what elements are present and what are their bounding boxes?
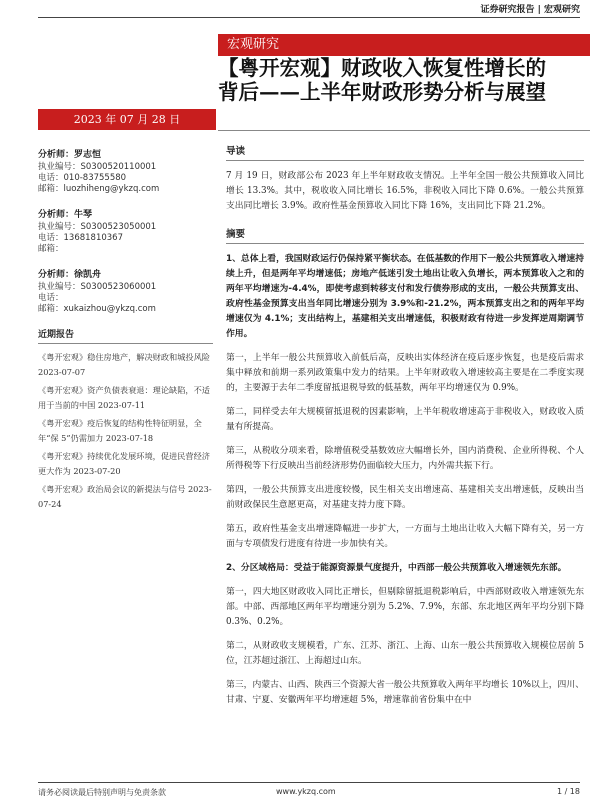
analyst-email[interactable]: 邮箱：xukaizhou@ykzq.com [38, 304, 156, 314]
recent-report-link[interactable]: 《粤开宏观》疫后恢复的结构性特征明显，全年“保 5”仍需加力 2023-07-18 [38, 418, 202, 443]
title-divider [218, 130, 590, 131]
summary-paragraph: 第二，从财政收支规模看，广东、江苏、浙江、上海、山东一般公共预算收入规模位居前 5 位，江苏超过浙江、上海超过山东。 [226, 641, 584, 666]
recent-report-link[interactable]: 《粤开宏观》资产负债表衰退：理论缺陷，不适用于当前的中国 2023-07-11 [38, 385, 210, 410]
lead-heading: 导读 [226, 143, 584, 161]
analyst-phone: 电话： [38, 293, 64, 303]
analyst-card [38, 147, 213, 195]
recent-report-link[interactable]: 《粤开宏观》持续优化发展环境，促进民营经济更大作为 2023-07-20 [38, 451, 210, 476]
footer-disclaimer: 请务必阅读最后特别声明与免责条款 [38, 788, 166, 797]
lead-paragraph: 7 月 19 日，财政部公布 2023 年上半年财政收支情况。上半年全国一般公共预算收入同比增长 13.3%。其中，税收收入同比增长 16.5%，非税收入同比下降 0.6%。一般公共预算支出同比增长 3.9%。政府性基金预算收入同比下降 16%，支出同比下降 21.2%。 [226, 171, 584, 211]
footer-website-link[interactable]: www.ykzq.com [276, 787, 336, 796]
page-footer [38, 782, 580, 799]
footer-page-number: 1 / 18 [556, 787, 580, 796]
report-title-line-1: 【粤开宏观】财政收入恢复性增长的 [218, 56, 546, 80]
summary-paragraph: 第一，四大地区财政收入同比正增长，但剔除留抵退税影响后，中西部财政收入增速领先东部。中部、西部地区两年平均增速分别为 5.2%、7.9%，东部、东北地区两年平均分别下降 0.3%、0.2%。 [226, 587, 584, 627]
summary-key-point: 2、分区域格局：受益于能源资源景气度提升，中西部一般公共预算收入增速领先东部。 [226, 563, 567, 573]
report-title [218, 56, 593, 104]
report-title-line-2: 背后——上半年财政形势分析与展望 [218, 80, 546, 104]
summary-paragraph: 第三，从税收分项来看，除增值税受基数效应大幅增长外，国内消费税、企业所得税、个人所得税等下行反映出当前经济形势仍面临较大压力，内外需共振下行。 [226, 446, 584, 471]
summary-heading: 摘要 [226, 226, 584, 244]
header-report-type: 证券研究报告 | 宏观研究 [480, 5, 580, 15]
summary-paragraph: 第一，上半年一般公共预算收入前低后高，反映出实体经济在疫后逐步恢复，也是疫后需求集中释放和前期一系列政策集中发力的结果。上半年财政收入增速较高主要是在二季度实现的，主要源于去年二季度留抵退税导致的低基数，两年平均增速仅为 0.9%。 [226, 353, 584, 393]
summary-paragraph: 第二，同样受去年大规模留抵退税的因素影响，上半年税收增速高于非税收入，财政收入质量有所提高。 [226, 407, 584, 432]
analyst-license: 执业编号：S0300523060001 [38, 282, 157, 292]
left-column [38, 147, 213, 515]
analyst-email: 邮箱： [38, 244, 64, 254]
analyst-name: 分析师：罗志恒 [38, 150, 102, 160]
main-column [226, 143, 584, 717]
summary-paragraph: 第四，一般公共预算支出进度较慢，民生相关支出增速高、基建相关支出增速低，反映出当前财政保民生意愿更高，对基建支持力度下降。 [226, 485, 584, 510]
summary-paragraph: 第五，政府性基金支出增速降幅进一步扩大，一方面与土地出让收入大幅下降有关，另一方面与专项债发行进度有待进一步加快有关。 [226, 524, 584, 549]
recent-report-link[interactable]: 《粤开宏观》稳住房地产，解决财政和城投风险 2023-07-07 [38, 352, 210, 377]
summary-paragraph: 第三，内蒙古、山西、陕西三个资源大省一般公共预算收入两年平均增长 10%以上，四川、甘肃、宁夏、安徽两年平均增速超 5%，增速靠前省份集中在中 [226, 680, 584, 705]
analyst-phone: 电话：010-83755580 [38, 173, 127, 183]
summary-key-point: 1、总体上看，我国财政运行仍保持紧平衡状态。在低基数的作用下一般公共预算收入增速持续上升，但是两年平均增速低；房地产低迷引发土地出让收入负增长，两本预算收入之和的两年平均增速为-4.4%，即使考虑到转移支付和发行债券形成的支出，一般公共预算支出、政府性基金预算支出当年同比增速分别为 3.9%和-21.2%，两本预算支出之和的两年平均增速仅为 4.1%；支出结构上，基建相关支出增速低，积极财政有待进一步发挥逆周期调节作用。 [226, 254, 584, 339]
analyst-name: 分析师：徐凯舟 [38, 270, 102, 280]
analyst-phone: 电话：13681810367 [38, 233, 123, 243]
report-date: 2023 年 07 月 28 日 [38, 109, 216, 130]
analyst-card [38, 207, 213, 255]
recent-report-link[interactable]: 《粤开宏观》政治局会议的新提法与信号 2023-07-24 [38, 484, 212, 509]
page-header [38, 0, 580, 18]
analyst-license: 执业编号：S0300523050001 [38, 222, 157, 232]
category-tag: 宏观研究 [218, 34, 590, 56]
recent-reports-heading: 近期报告 [38, 327, 213, 344]
analyst-license: 执业编号：S0300520110001 [38, 162, 157, 172]
analyst-name: 分析师：牛琴 [38, 210, 93, 220]
analyst-email[interactable]: 邮箱：luozhiheng@ykzq.com [38, 184, 160, 194]
analyst-card [38, 267, 213, 315]
